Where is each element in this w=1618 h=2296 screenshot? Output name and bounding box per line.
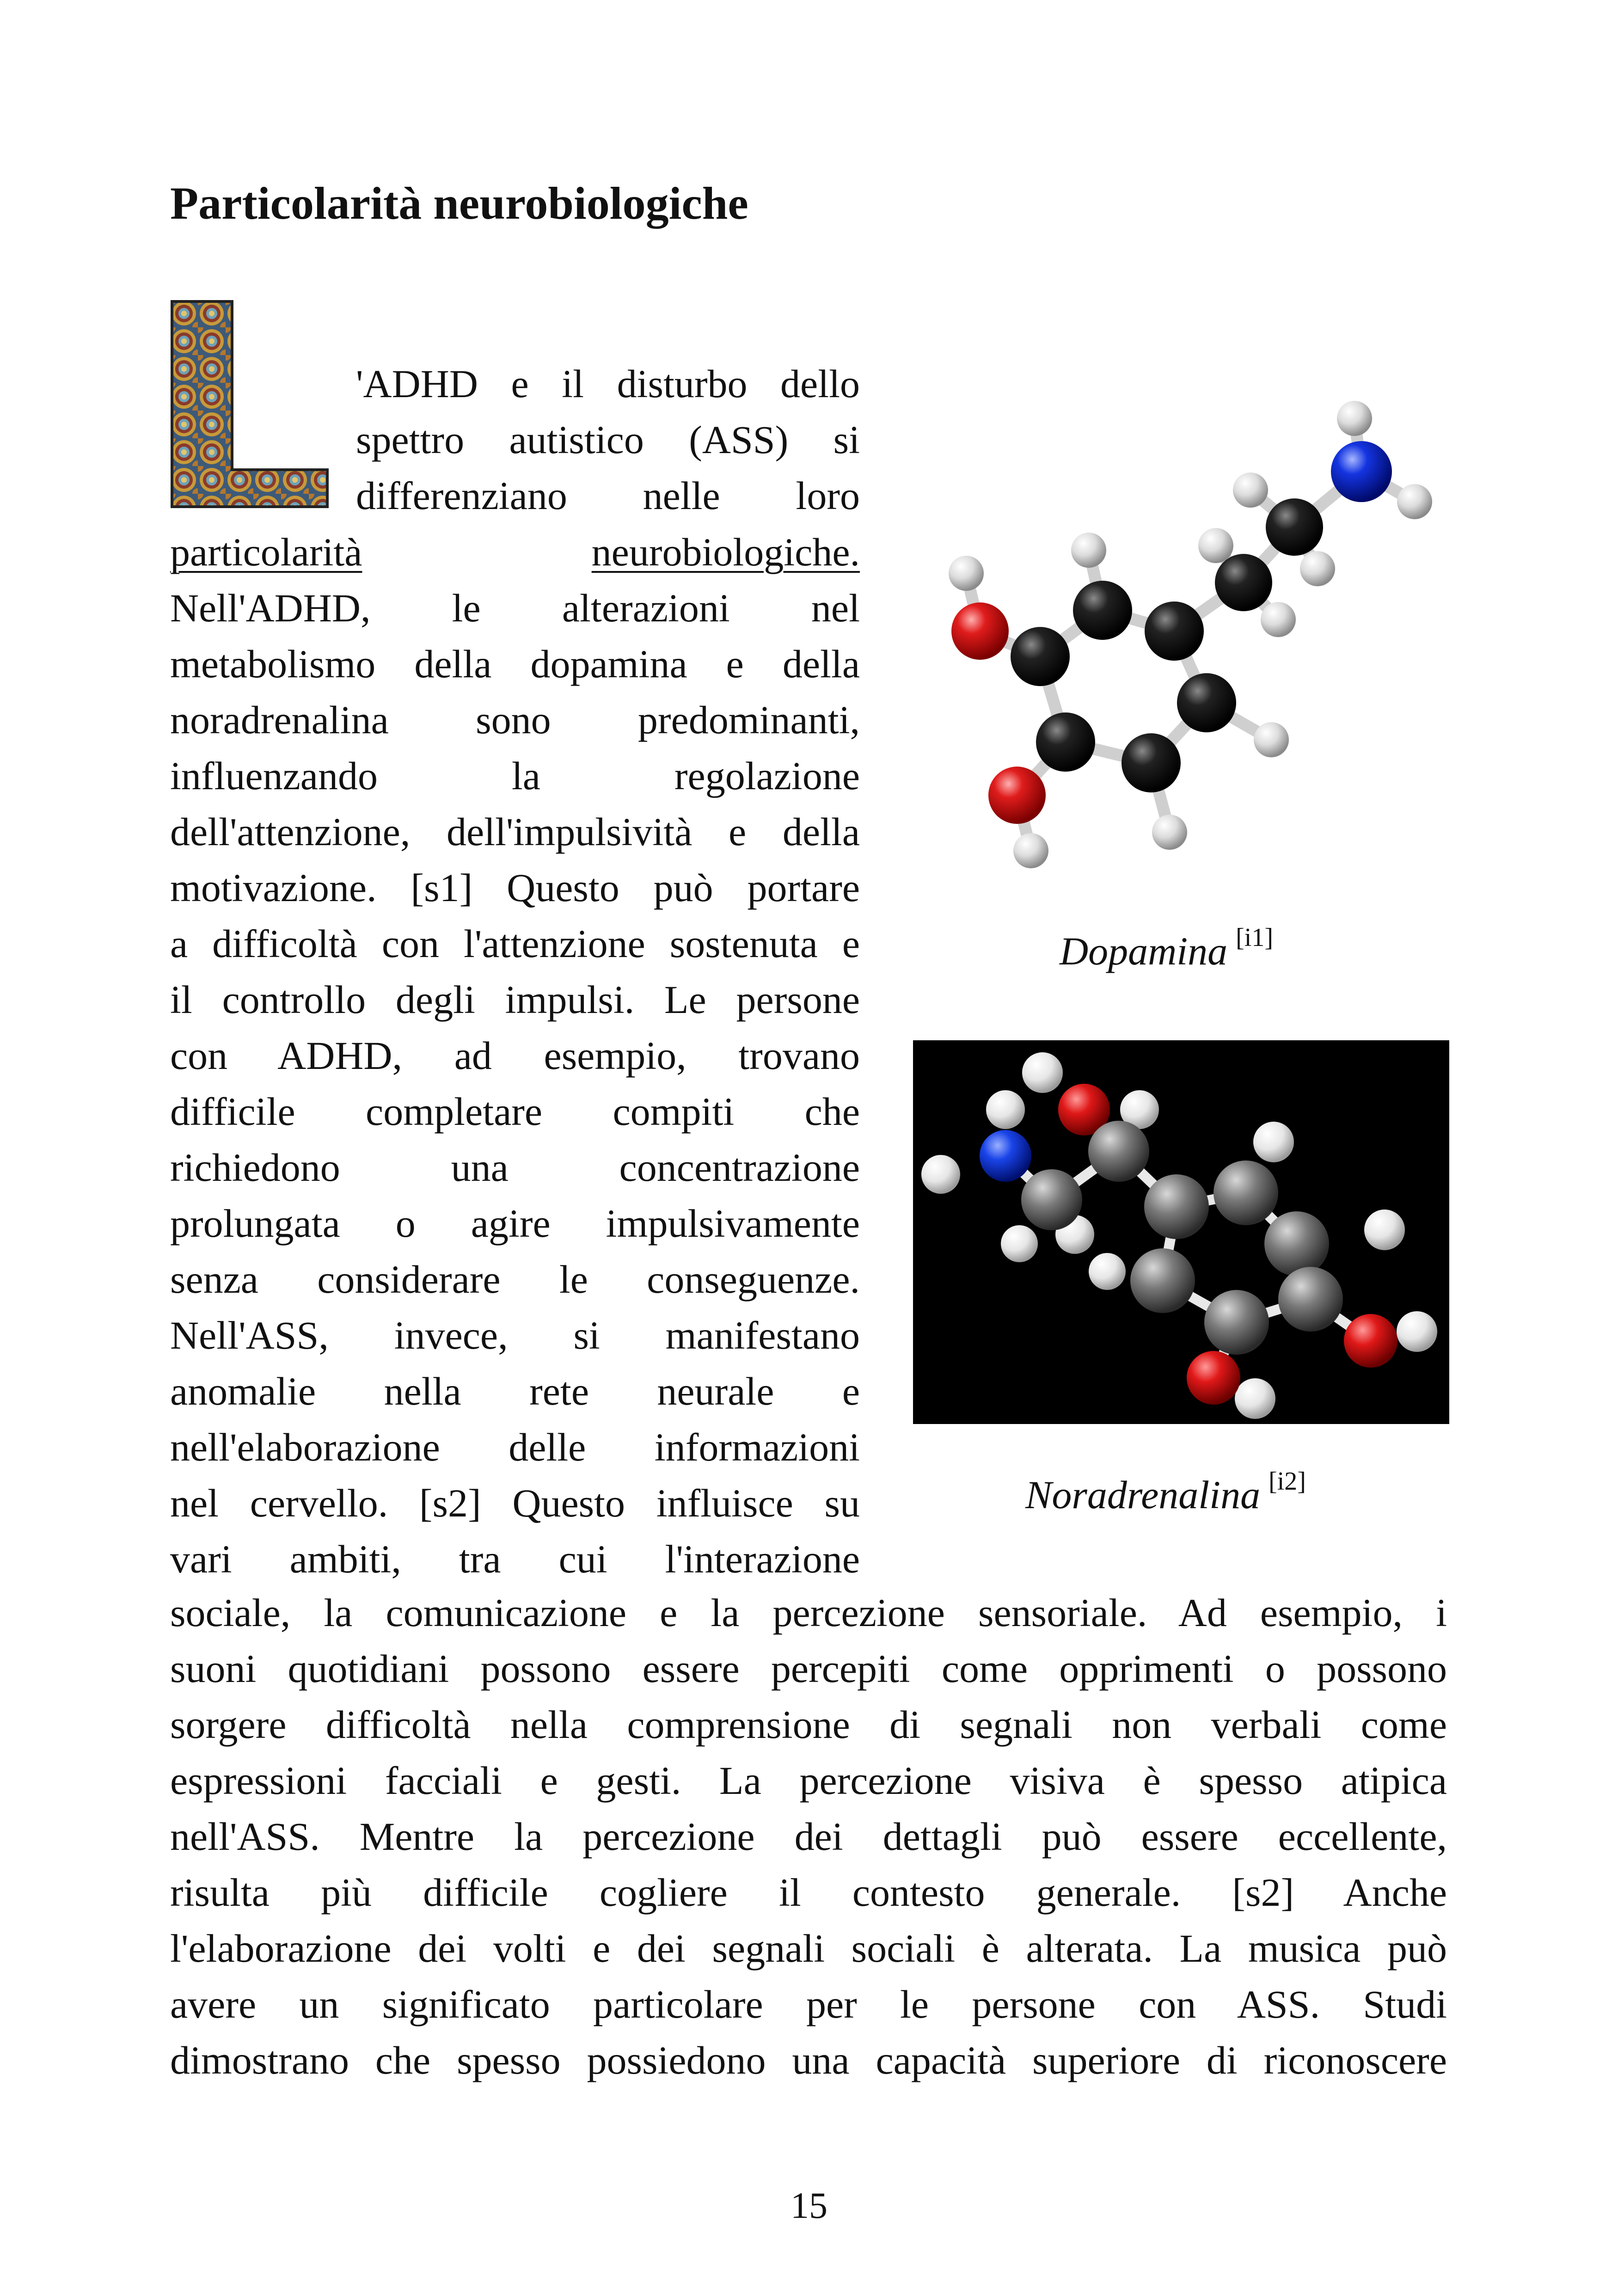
text-line: sorgere difficoltà nella comprensione di segnali non verbali come [170, 1702, 1447, 1747]
full-width-text [170, 1585, 1447, 2088]
text-line: motivazione. [s1] Questo può portare [170, 866, 860, 910]
text-line: spettro autistico (ASS) si [356, 417, 860, 462]
page-title: Particolarità neurobiologiche [170, 178, 748, 229]
noradrenaline-caption [1025, 1468, 1306, 1515]
intro-text [356, 356, 860, 524]
noradrenaline-image-reference: [i2] [1269, 1467, 1306, 1496]
text-line: senza considerare le conseguenze. [170, 1257, 860, 1301]
text-line: avere un significato particolare per le persone con ASS. Studi [170, 1982, 1447, 2026]
noradrenaline-molecule-render [913, 1040, 1449, 1424]
text-line: metabolismo della dopamina e della [170, 642, 860, 686]
noradrenaline-caption-text: Noradrenalina [1025, 1473, 1261, 1517]
text-line: con ADHD, ad esempio, trovano [170, 1033, 860, 1078]
underlined-term-line [170, 524, 860, 580]
text-line: nell'ASS. Mentre la percezione dei dettagli può essere eccellente, [170, 1814, 1447, 1859]
text-line: sociale, la comunicazione e la percezione sensoriale. Ad esempio, i [170, 1590, 1447, 1635]
text-line: Nell'ADHD, le alterazioni nel [170, 586, 860, 630]
text-line: noradrenalina sono predominanti, [170, 698, 860, 742]
text-line: anomalie nella rete neurale e [170, 1369, 860, 1413]
text-line: nel cervello. [s2] Questo influisce su [170, 1481, 860, 1525]
text-line: dimostrano che spesso possiedono una capacità superiore di riconoscere [170, 2038, 1447, 2082]
noradrenaline-molecule-image [913, 1040, 1449, 1424]
text-line: il controllo degli impulsi. Le persone [170, 977, 860, 1022]
text-line: prolungata o agire impulsivamente [170, 1201, 860, 1246]
underlined-term: particolarità [170, 530, 362, 574]
text-line: risulta più difficile cogliere il contesto generale. [s2] Anche [170, 1870, 1447, 1915]
page-number: 15 [791, 2185, 827, 2226]
text-line: difficile completare compiti che [170, 1089, 860, 1134]
dopamine-image-reference: [i1] [1236, 923, 1273, 952]
text-line: differenziano nelle loro [356, 473, 860, 518]
dopamine-molecule-image [911, 398, 1465, 869]
underlined-term-continued [383, 524, 860, 580]
drop-cap-letter [170, 300, 329, 509]
text-line: vari ambiti, tra cui l'interazione [170, 1537, 860, 1581]
text-line: influenzando la regolazione [170, 754, 860, 798]
text-line: 'ADHD e il disturbo dello [356, 362, 860, 406]
dopamine-caption-text: Dopamina [1060, 929, 1228, 973]
underlined-term-right: neurobiologiche. [591, 530, 860, 574]
text-line: l'elaborazione dei volti e dei segnali sociali è alterata. La musica può [170, 1926, 1447, 1971]
text-line: dell'attenzione, dell'impulsività e della [170, 810, 860, 854]
text-line: nell'elaborazione delle informazioni [170, 1425, 860, 1469]
text-line: Nell'ASS, invece, si manifestano [170, 1313, 860, 1357]
text-line: espressioni facciali e gesti. La percezione visiva è spesso atipica [170, 1758, 1447, 1803]
text-line: richiedono una concentrazione [170, 1145, 860, 1190]
left-column-text [170, 524, 860, 1587]
text-line: suoni quotidiani possono essere percepiti come opprimenti o possono [170, 1646, 1447, 1691]
text-line: a difficoltà con l'attenzione sostenuta e [170, 921, 860, 966]
dopamine-caption [1060, 925, 1273, 971]
